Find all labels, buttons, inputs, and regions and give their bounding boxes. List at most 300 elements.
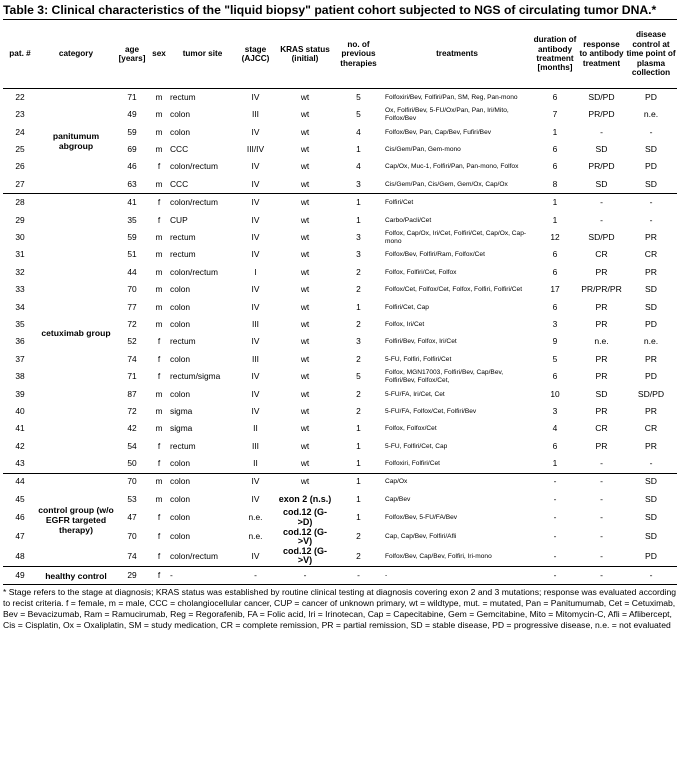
cell-pat: 30 — [15, 232, 25, 243]
cell-pat: 22 — [3, 89, 37, 107]
cell-duration: 12 — [550, 232, 560, 243]
cell-tumor-site: rectum — [170, 232, 196, 243]
cell-tumor-site: colon — [170, 284, 191, 295]
cell-disease-control: SD — [645, 284, 657, 295]
cell-disease-control: - — [649, 214, 653, 225]
cell-disease-control: PD — [625, 89, 677, 107]
cell-age: 70 — [127, 284, 137, 295]
cell-duration: 1 — [532, 194, 578, 212]
cell-sex: m — [155, 144, 163, 155]
cell-pat: 28 — [3, 194, 37, 212]
cell-tumor-site: rectum — [170, 249, 196, 260]
cell-age: 74 — [127, 550, 137, 561]
cell-kras: wt — [275, 89, 335, 107]
cell-stage: IV — [251, 493, 260, 504]
cell-stage: IV — [251, 301, 260, 312]
cell-age: 72 — [127, 405, 137, 416]
cell-tumor-site: colon/rectum — [170, 266, 218, 277]
cell-age: 49 — [127, 109, 137, 120]
cell-pat: 46 — [15, 512, 25, 523]
header-category: category — [37, 20, 115, 89]
cell-stage: IV — [236, 473, 275, 491]
cell-sex: f — [157, 458, 161, 469]
cell-duration: 8 — [552, 178, 558, 189]
cell-kras: wt — [300, 249, 310, 260]
cell-disease-control: PR — [645, 266, 657, 277]
cell-response: - — [578, 194, 625, 212]
cell-treatments: Folfox, Cap/Ox, Iri/Cet, Folfiri/Cet, Cap/Ox, Cap-mono — [385, 230, 527, 245]
cell-response: - — [600, 458, 603, 469]
cell-duration: 6 — [532, 89, 578, 107]
cell-pat: 29 — [15, 214, 25, 225]
cell-stage: n.e. — [248, 512, 263, 523]
cell-sex: m — [149, 473, 169, 491]
cell-sex: f — [157, 371, 161, 382]
cell-age: 77 — [127, 301, 137, 312]
cell-treatments: Folfoxiri, Folfiri/Cet — [385, 460, 440, 468]
cell-treatments: Folfox, Folfiri/Cet, Folfox — [385, 268, 457, 276]
cell-previous-therapies: 3 — [356, 178, 361, 189]
cell-response: PR — [595, 353, 608, 364]
cell-previous-therapies: 5 — [356, 109, 361, 120]
cell-tumor-site: colon — [169, 473, 236, 491]
cell-treatments: Folfox/Bev, Folfiri/Ram, Folfox/Cet — [385, 251, 485, 259]
cell-stage: III — [252, 440, 259, 451]
cell-response: PR/PR/PR — [581, 284, 622, 295]
cell-stage: IV — [251, 284, 260, 295]
cell-kras: wt — [300, 126, 310, 137]
header-stage: stage (AJCC) — [236, 20, 275, 89]
cell-treatments: Folfox, MGN17003, Folfiri/Bev, Cap/Bev, Folfiri/Bev, Folfox/Cet, — [385, 369, 504, 384]
cell-duration: 9 — [552, 336, 558, 347]
cell-pat: 33 — [15, 284, 25, 295]
cell-pat: 39 — [15, 388, 25, 399]
cell-response: PR — [595, 301, 608, 312]
cell-previous-therapies: 3 — [356, 249, 361, 260]
cell-kras: wt — [300, 318, 310, 329]
clinical-characteristics-table — [3, 19, 677, 585]
cell-response: PR/PD — [588, 109, 615, 120]
group-label: healthy control — [37, 566, 115, 584]
cell-previous-therapies: 2 — [356, 353, 361, 364]
cell-disease-control: SD — [645, 512, 657, 523]
cell-pat: 38 — [15, 371, 25, 382]
cell-disease-control: PR — [645, 405, 657, 416]
cell-disease-control: SD — [645, 531, 657, 542]
cell-duration: - — [553, 493, 557, 504]
cell-kras: exon 2 (n.s.) — [278, 493, 332, 504]
cell-age: 51 — [127, 249, 137, 260]
cell-response: PR — [595, 318, 608, 329]
cell-pat: 36 — [15, 336, 25, 347]
cell-response: CR — [595, 249, 608, 260]
cell-previous-therapies: 3 — [356, 336, 361, 347]
cell-pat: 49 — [3, 566, 37, 584]
cell-response: - — [600, 214, 603, 225]
cell-previous-therapies: 2 — [356, 550, 361, 561]
cell-kras: wt — [300, 388, 310, 399]
cell-tumor-site: sigma — [170, 405, 193, 416]
cell-sex: f — [157, 336, 161, 347]
cell-age: 50 — [127, 458, 137, 469]
cell-sex: f — [149, 194, 169, 212]
cell-tumor-site: rectum — [170, 440, 196, 451]
cell-stage: IV — [236, 194, 275, 212]
cell-previous-therapies: 1 — [356, 440, 361, 451]
cell-tumor-site: colon/rectum — [170, 550, 218, 561]
cell-response: SD — [595, 144, 608, 155]
cell-duration: 17 — [550, 284, 560, 295]
cell-pat: 44 — [3, 473, 37, 491]
cell-duration: 6 — [552, 161, 558, 172]
cell-kras: wt — [275, 473, 335, 491]
cell-previous-therapies: 1 — [356, 214, 361, 225]
cell-response: PR — [595, 405, 608, 416]
cell-age: 41 — [115, 194, 149, 212]
header-row — [3, 20, 677, 89]
cell-pat: 40 — [15, 405, 25, 416]
cell-disease-control: PD — [645, 318, 657, 329]
cell-treatments: Cap/Bev — [385, 495, 411, 503]
cell-stage: IV — [251, 232, 260, 243]
cell-age: 69 — [127, 144, 137, 155]
cell-stage: IV — [251, 126, 260, 137]
cell-treatments: Folfiri/Cet — [382, 194, 532, 212]
cell-duration: - — [553, 550, 557, 561]
cell-kras: wt — [300, 458, 310, 469]
cell-tumor-site: colon — [170, 353, 191, 364]
cell-pat: 34 — [15, 301, 25, 312]
cell-previous-therapies: 2 — [356, 266, 361, 277]
cell-duration: 6 — [552, 249, 558, 260]
cell-age: 59 — [127, 232, 137, 243]
cell-treatments: Folfox/Bev, Cap/Bev, Folfiri, Iri-mono — [385, 552, 492, 560]
cell-disease-control: CR — [644, 423, 658, 434]
cell-kras: wt — [275, 194, 335, 212]
cell-response: CR — [595, 423, 608, 434]
cell-disease-control: PD — [645, 550, 657, 561]
cell-pat: 32 — [15, 266, 25, 277]
cell-sex: f — [157, 512, 161, 523]
cell-kras: wt — [300, 405, 310, 416]
cell-tumor-site: - — [169, 566, 236, 584]
header-response: response to antibody treatment — [578, 20, 625, 89]
cell-kras: wt — [300, 284, 310, 295]
cell-kras: wt — [300, 214, 310, 225]
header-pat: pat. # — [3, 20, 37, 89]
cell-stage: IV — [251, 178, 260, 189]
cell-age: 70 — [115, 473, 149, 491]
cell-pat: 25 — [15, 144, 25, 155]
cell-stage: n.e. — [248, 531, 263, 542]
cell-previous-therapies: 2 — [356, 318, 361, 329]
cell-treatments: Ox, Folfiri/Bev, 5-FU/Ox/Pan, Pan, Iri/Mito, Folfox/Bev — [385, 107, 509, 123]
cell-stage: IV — [251, 249, 260, 260]
cell-stage: - — [236, 566, 275, 584]
cell-tumor-site: colon — [170, 458, 191, 469]
cell-disease-control: PD — [645, 161, 657, 172]
cell-pat: 26 — [15, 161, 25, 172]
cell-stage: IV — [251, 550, 260, 561]
cell-kras: wt — [300, 423, 310, 434]
cell-sex: m — [155, 266, 163, 277]
cell-sex: m — [155, 126, 163, 137]
cell-previous-therapies: 4 — [356, 126, 361, 137]
cell-previous-therapies: 1 — [356, 493, 361, 504]
cell-pat: 47 — [15, 531, 25, 542]
cell-pat: 48 — [15, 550, 25, 561]
cell-previous-therapies: 1 — [356, 458, 361, 469]
cell-sex: m — [155, 232, 163, 243]
cell-disease-control: SD — [645, 144, 657, 155]
group-label: control group (w/o EGFR targeted therapy) — [37, 473, 115, 566]
table-row — [3, 566, 677, 584]
cell-sex: f — [157, 531, 161, 542]
cell-disease-control: SD — [625, 473, 677, 491]
cell-tumor-site: colon — [170, 388, 191, 399]
cell-duration: 1 — [552, 126, 558, 137]
cell-kras: wt — [300, 336, 310, 347]
header-age: age [years] — [115, 20, 149, 89]
cell-kras: wt — [300, 301, 310, 312]
cell-response: SD/PD — [588, 232, 615, 243]
cell-sex: m — [155, 493, 163, 504]
cell-previous-therapies: 3 — [356, 232, 361, 243]
cell-previous-therapies: 1 — [356, 512, 361, 523]
cell-treatments: Cis/Gem/Pan, Gem-mono — [385, 146, 461, 154]
cell-response: SD — [595, 178, 608, 189]
table-title: Table 3: Clinical characteristics of the "liquid biopsy" patient cohort subjected to NGS of circulating tumor DNA.* — [3, 3, 657, 17]
header-treatments: treatments — [382, 20, 532, 89]
cell-previous-therapies: 2 — [356, 405, 361, 416]
cell-response: - — [578, 566, 625, 584]
cell-response: SD/PD — [578, 89, 625, 107]
cell-sex: m — [155, 109, 163, 120]
cell-sex: m — [155, 178, 163, 189]
cell-age: 44 — [127, 266, 137, 277]
cell-duration: 1 — [552, 458, 558, 469]
cell-response: - — [600, 512, 603, 523]
cell-kras: cod.12 (G->D) — [282, 507, 327, 527]
cell-stage: II — [253, 458, 258, 469]
cell-treatments: Folfoxiri/Bev, Folfiri/Pan, SM, Reg, Pan-mono — [382, 89, 532, 107]
cell-treatments: - — [382, 566, 532, 584]
cell-duration: 4 — [552, 423, 558, 434]
cell-duration: 3 — [552, 318, 558, 329]
cell-stage: IV — [251, 371, 260, 382]
cell-duration: - — [532, 473, 578, 491]
cell-treatments: Cap, Cap/Bev, Folfiri/Afli — [385, 533, 457, 541]
cell-sex: m — [149, 89, 169, 107]
cell-response: - — [600, 493, 603, 504]
header-duration: duration of antibody treatment [months] — [532, 20, 578, 89]
cell-duration: - — [553, 531, 557, 542]
cell-stage: III — [252, 109, 259, 120]
header-disease-control: disease control at time point of plasma collection — [625, 20, 677, 89]
cell-pat: 41 — [15, 423, 25, 434]
cell-disease-control: SD — [645, 493, 657, 504]
cell-stage: IV — [251, 161, 260, 172]
cell-tumor-site: colon/rectum — [169, 194, 236, 212]
header-previous-therapies: no. of previous therapies — [335, 20, 382, 89]
cell-response: SD — [595, 388, 608, 399]
cell-pat: 37 — [15, 353, 25, 364]
cell-kras: wt — [300, 178, 310, 189]
cell-tumor-site: rectum/sigma — [170, 371, 221, 382]
cell-treatments: Cis/Gem/Pan, Cis/Gem, Gem/Ox, Cap/Ox — [385, 180, 508, 188]
cell-tumor-site: colon — [170, 301, 191, 312]
cell-tumor-site: colon/rectum — [170, 161, 218, 172]
cell-tumor-site: CCC — [170, 144, 189, 155]
cell-kras: wt — [300, 109, 310, 120]
cell-disease-control: PD — [645, 371, 657, 382]
cell-response: - — [578, 473, 625, 491]
table-body — [3, 89, 677, 585]
cell-treatments: Carbo/Pacli/Cet — [385, 216, 432, 224]
cell-sex: m — [155, 423, 163, 434]
cell-age: 70 — [127, 531, 137, 542]
cell-duration: 6 — [552, 301, 558, 312]
cell-sex: f — [157, 353, 161, 364]
cell-stage: IV — [251, 214, 260, 225]
cell-age: 52 — [127, 336, 137, 347]
header-kras: KRAS status (initial) — [275, 20, 335, 89]
cell-duration: 7 — [552, 109, 558, 120]
cell-kras: wt — [300, 232, 310, 243]
cell-previous-therapies: 1 — [356, 301, 361, 312]
cell-stage: III/IV — [246, 144, 265, 155]
cell-tumor-site: CCC — [170, 178, 189, 189]
cell-previous-therapies: - — [335, 566, 382, 584]
cell-age: 42 — [127, 423, 137, 434]
cell-kras: wt — [300, 440, 310, 451]
cell-response: PR — [595, 371, 608, 382]
cell-previous-therapies: 5 — [356, 371, 361, 382]
cell-tumor-site: rectum — [169, 89, 236, 107]
cell-duration: - — [532, 566, 578, 584]
cell-kras: wt — [300, 266, 310, 277]
cell-sex: m — [155, 318, 163, 329]
cell-sex: m — [155, 284, 163, 295]
cell-treatments: Folfiri/Cet, Cap — [385, 303, 429, 311]
cell-pat: 35 — [15, 318, 25, 329]
cell-treatments: Folfox, Folfox/Cet — [385, 425, 437, 433]
group-label: panitumum abgroup — [37, 89, 115, 194]
cell-sex: m — [155, 301, 163, 312]
cell-age: 54 — [127, 440, 137, 451]
cell-duration: 6 — [552, 371, 558, 382]
cell-sex: m — [155, 405, 163, 416]
cell-disease-control: - — [625, 566, 677, 584]
cell-previous-therapies: 1 — [356, 423, 361, 434]
cell-kras: wt — [300, 144, 310, 155]
cell-duration: 5 — [552, 353, 558, 364]
cell-age: 53 — [127, 493, 137, 504]
cell-pat: 24 — [15, 126, 25, 137]
cell-age: 29 — [115, 566, 149, 584]
cell-disease-control: PR — [645, 440, 657, 451]
cell-kras: wt — [300, 371, 310, 382]
cell-tumor-site: colon — [170, 109, 191, 120]
cell-treatments: Folfox/Bev, 5-FU/FA/Bev — [385, 514, 458, 522]
header-sex: sex — [149, 20, 169, 89]
cell-pat: 45 — [15, 493, 25, 504]
table-row — [3, 89, 677, 107]
cell-response: n.e. — [594, 336, 609, 347]
table-row — [3, 194, 677, 212]
cell-disease-control: PR — [645, 232, 657, 243]
cell-response: - — [600, 531, 603, 542]
cell-sex: f — [157, 550, 161, 561]
cell-kras: cod.12 (G->V) — [282, 545, 327, 566]
cell-pat: 42 — [15, 440, 25, 451]
table-row — [3, 473, 677, 491]
cell-response: PR — [595, 440, 608, 451]
cell-stage: III — [252, 353, 259, 364]
cell-age: 74 — [127, 353, 137, 364]
cell-stage: III — [252, 318, 259, 329]
cell-age: 63 — [127, 178, 137, 189]
header-tumor-site: tumor site — [169, 20, 236, 89]
cell-sex: m — [155, 249, 163, 260]
cell-kras: cod.12 (G->V) — [282, 526, 327, 547]
cell-pat: 43 — [15, 458, 25, 469]
cell-sex: f — [157, 161, 161, 172]
cell-age: 59 — [127, 126, 137, 137]
cell-tumor-site: colon — [170, 126, 191, 137]
cell-response: - — [600, 126, 603, 137]
cell-stage: IV — [251, 388, 260, 399]
cell-tumor-site: colon — [170, 493, 191, 504]
cell-duration: 1 — [552, 214, 558, 225]
cell-stage: I — [254, 266, 257, 277]
cell-disease-control: n.e. — [643, 336, 659, 347]
cell-age: 46 — [127, 161, 137, 172]
cell-tumor-site: colon — [170, 318, 191, 329]
cell-treatments: Folfox, Iri/Cet — [385, 320, 425, 328]
cell-stage: IV — [236, 89, 275, 107]
cell-duration: 3 — [552, 405, 558, 416]
cell-tumor-site: colon — [170, 531, 191, 542]
cell-treatments: Folfox/Cet, Folfox/Cet, Folfox, Folfiri, Folfiri/Cet — [385, 286, 523, 294]
cell-kras: - — [275, 566, 335, 584]
cell-tumor-site: rectum — [170, 336, 196, 347]
cell-disease-control: PR — [645, 353, 657, 364]
cell-previous-therapies: 1 — [335, 194, 382, 212]
cell-previous-therapies: 5 — [335, 89, 382, 107]
cell-disease-control: CR — [644, 249, 658, 260]
cell-disease-control: - — [625, 194, 677, 212]
cell-sex: f — [157, 214, 161, 225]
cell-treatments: 5-FU/FA, Folfox/Cet, Folfiri/Bev — [385, 407, 477, 415]
cell-previous-therapies: 4 — [356, 161, 361, 172]
cell-kras: wt — [300, 161, 310, 172]
cell-response: - — [600, 550, 603, 561]
cell-treatments: 5-FU/FA, Iri/Cet, Cet — [385, 390, 445, 398]
cell-stage: IV — [251, 405, 260, 416]
cell-disease-control: SD/PD — [637, 388, 665, 399]
cell-previous-therapies: 2 — [356, 284, 361, 295]
cell-previous-therapies: 1 — [356, 144, 361, 155]
cell-treatments: Folfiri/Bev, Folfox, Iri/Cet — [385, 338, 457, 346]
cell-pat: 23 — [15, 109, 25, 120]
cell-duration: - — [553, 512, 557, 523]
cell-sex: f — [149, 566, 169, 584]
cell-duration: 6 — [552, 266, 558, 277]
cell-treatments: Folfox/Bev, Pan, Cap/Bev, Fufiri/Bev — [385, 128, 492, 136]
cell-duration: 6 — [552, 440, 558, 451]
cell-treatments: 5-FU, Folfiri/Cet, Cap — [385, 442, 448, 450]
